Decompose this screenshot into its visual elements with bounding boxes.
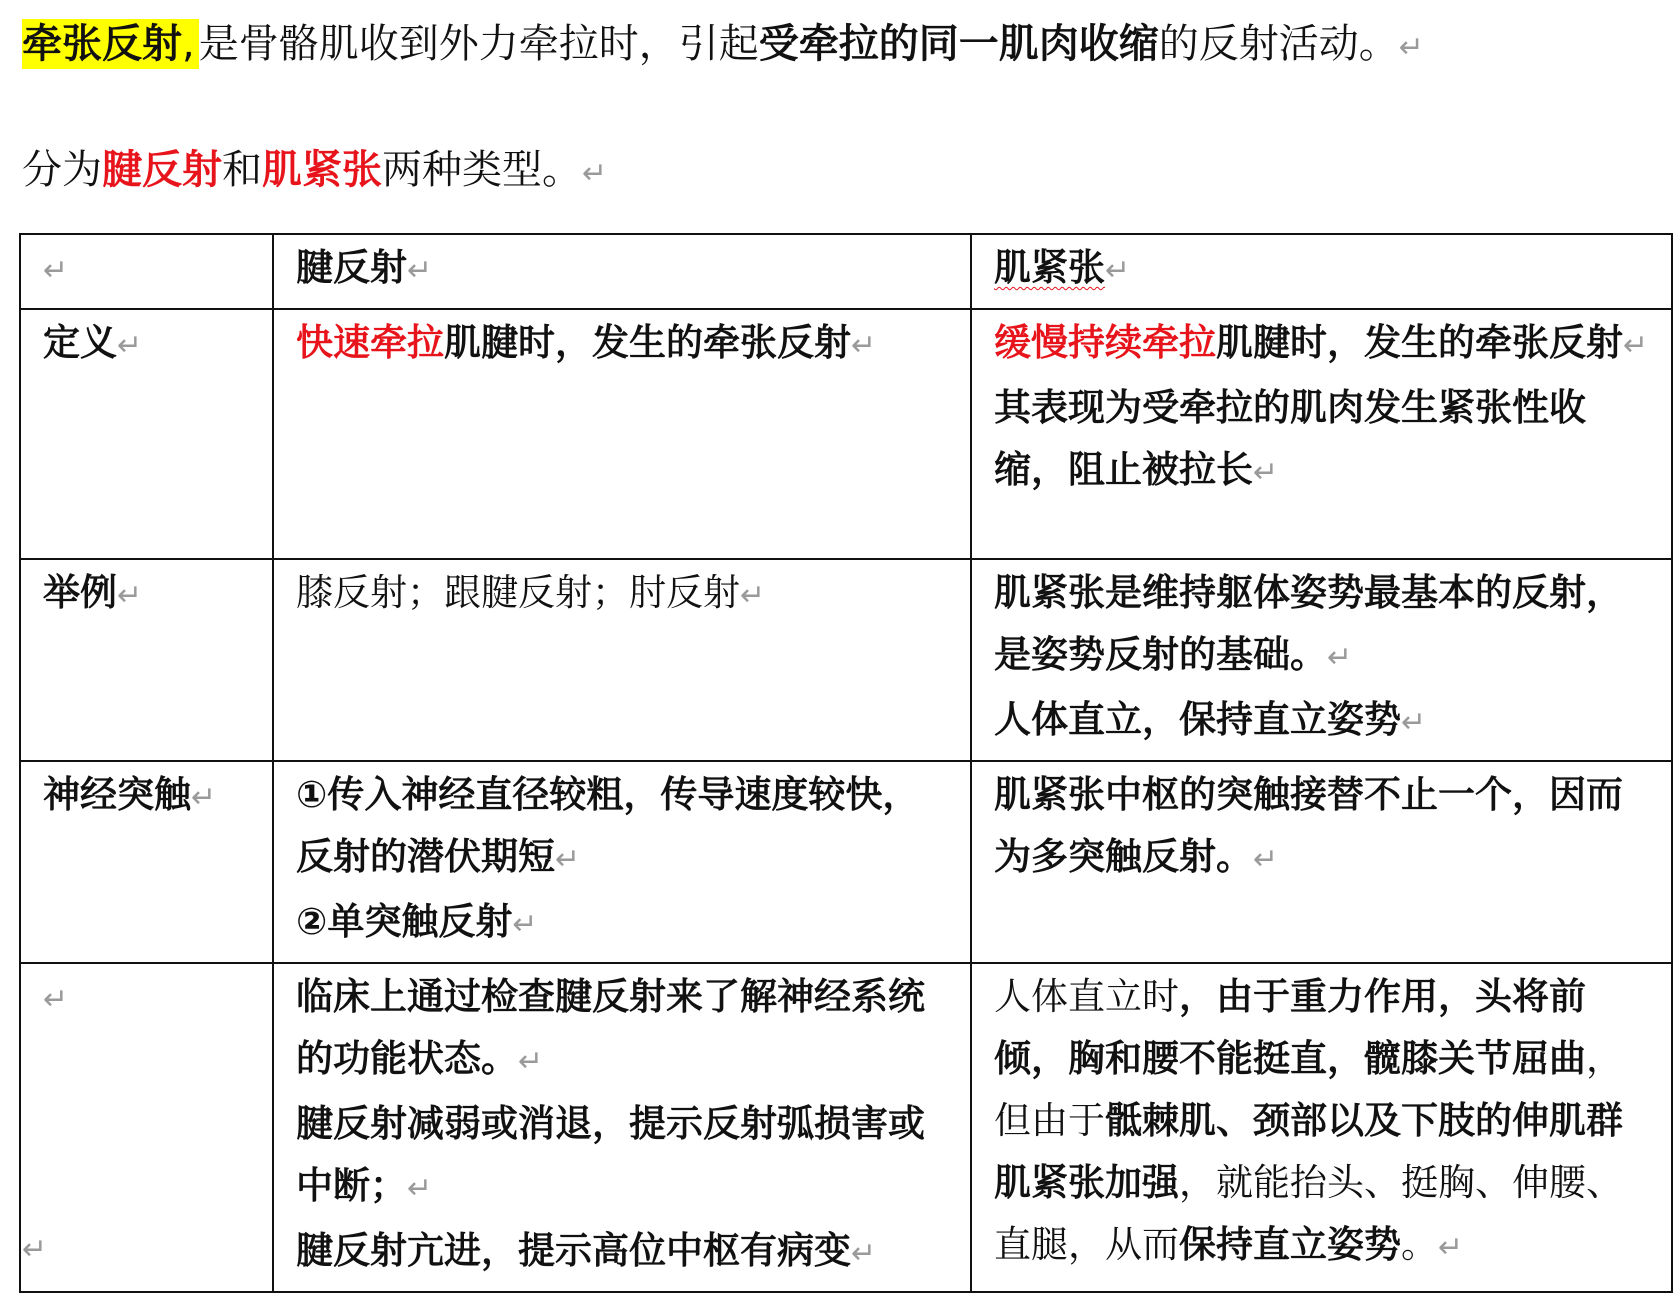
table-row-clinical <box>20 963 1672 1292</box>
paragraph-mark-icon: ↵ <box>512 907 538 942</box>
row-label-clinical <box>20 963 273 1292</box>
types-prefix: 分为 <box>22 147 102 193</box>
types-paragraph <box>22 140 607 204</box>
types-suffix: 两种类型。 <box>382 147 582 193</box>
cell-clinical-tone: 人体直立时，由于重力作用，头将前倾，胸和腰不能挺直，髋膝关节屈曲，但由于骶棘肌、颈部以及下肢的伸肌群肌紧张加强，就能抬头、挺胸、伸腰、直腿，从而保持直立姿势。↵ <box>971 963 1672 1292</box>
paragraph-mark-icon: ↵ <box>1401 705 1427 740</box>
intro-paragraph <box>22 14 1424 78</box>
type-tendon-reflex: 腱反射 <box>102 147 222 193</box>
cell-clinical-tendon: 临床上通过检查腱反射来了解神经系统的功能状态。↵ 腱反射减弱或消退，提示反射弧损害或中断；↵ 腱反射亢进，提示高位中枢有病变↵ <box>273 963 971 1292</box>
intro-text-1: 是骨骼肌收到外力牵拉时，引起 <box>198 21 759 67</box>
paragraph-mark-icon: ↵ <box>851 328 877 363</box>
paragraph-mark-icon: ↵ <box>43 982 69 1017</box>
paragraph-mark-icon: ↵ <box>1438 1230 1464 1265</box>
highlighted-term: 牵张反射, <box>22 19 199 69</box>
paragraph-mark-icon: ↵ <box>1623 328 1649 363</box>
cell-example-tendon: 膝反射；跟腱反射；肘反射↵ <box>273 559 971 761</box>
paragraph-mark-icon: ↵ <box>191 780 217 815</box>
paragraph-mark-icon: ↵ <box>851 1236 877 1271</box>
paragraph-mark-icon: ↵ <box>22 1232 48 1267</box>
row-label-definition: 定义↵ <box>20 309 273 559</box>
header-cell-tone: 肌紧张↵ <box>971 234 1672 309</box>
paragraph-mark-icon: ↵ <box>1398 30 1424 65</box>
paragraph-mark-icon: ↵ <box>117 328 143 363</box>
paragraph-mark-icon: ↵ <box>407 1171 433 1206</box>
cell-synapse-tone: 肌紧张中枢的突触接替不止一个，因而为多突触反射。↵ <box>971 761 1672 963</box>
paragraph-mark-icon: ↵ <box>117 578 143 613</box>
cell-synapse-tendon: ①传入神经直径较粗，传导速度较快，反射的潜伏期短↵ ②单突触反射↵ <box>273 761 971 963</box>
cell-definition-tendon: 快速牵拉肌腱时，发生的牵张反射↵ <box>273 309 971 559</box>
row-label-example: 举例↵ <box>20 559 273 761</box>
header-cell-empty <box>20 234 273 309</box>
row-label-synapse: 神经突触↵ <box>20 761 273 963</box>
table-row-definition <box>20 309 1672 559</box>
table-row-example <box>20 559 1672 761</box>
paragraph-mark-icon: ↵ <box>43 253 69 288</box>
intro-text-2: 的反射活动。 <box>1158 21 1399 67</box>
header-cell-tendon: 腱反射↵ <box>273 234 971 309</box>
paragraph-mark-icon: ↵ <box>555 842 581 877</box>
cell-definition-tone: 缓慢持续牵拉肌腱时，发生的牵张反射↵ 其表现为受牵拉的肌肉发生紧张性收缩，阻止被拉长↵ <box>971 309 1672 559</box>
cell-example-tone: 肌紧张是维持躯体姿势最基本的反射，是姿势反射的基础。↵ 人体直立，保持直立姿势↵ <box>971 559 1672 761</box>
paragraph-mark-icon: ↵ <box>1253 455 1279 490</box>
paragraph-mark-icon: ↵ <box>740 578 766 613</box>
table-row-synapse <box>20 761 1672 963</box>
paragraph-mark-icon: ↵ <box>1327 640 1353 675</box>
intro-bold-phrase: 受牵拉的同一肌肉收缩 <box>758 21 1159 67</box>
paragraph-mark-icon: ↵ <box>1253 842 1279 877</box>
paragraph-mark-icon: ↵ <box>582 156 608 191</box>
types-mid: 和 <box>222 147 262 193</box>
comparison-table <box>19 233 1673 1293</box>
paragraph-mark-icon: ↵ <box>407 253 433 288</box>
type-muscle-tone: 肌紧张 <box>262 147 382 193</box>
table-header-row <box>20 234 1672 309</box>
paragraph-mark-icon: ↵ <box>1105 253 1131 288</box>
paragraph-mark-icon: ↵ <box>518 1044 544 1079</box>
